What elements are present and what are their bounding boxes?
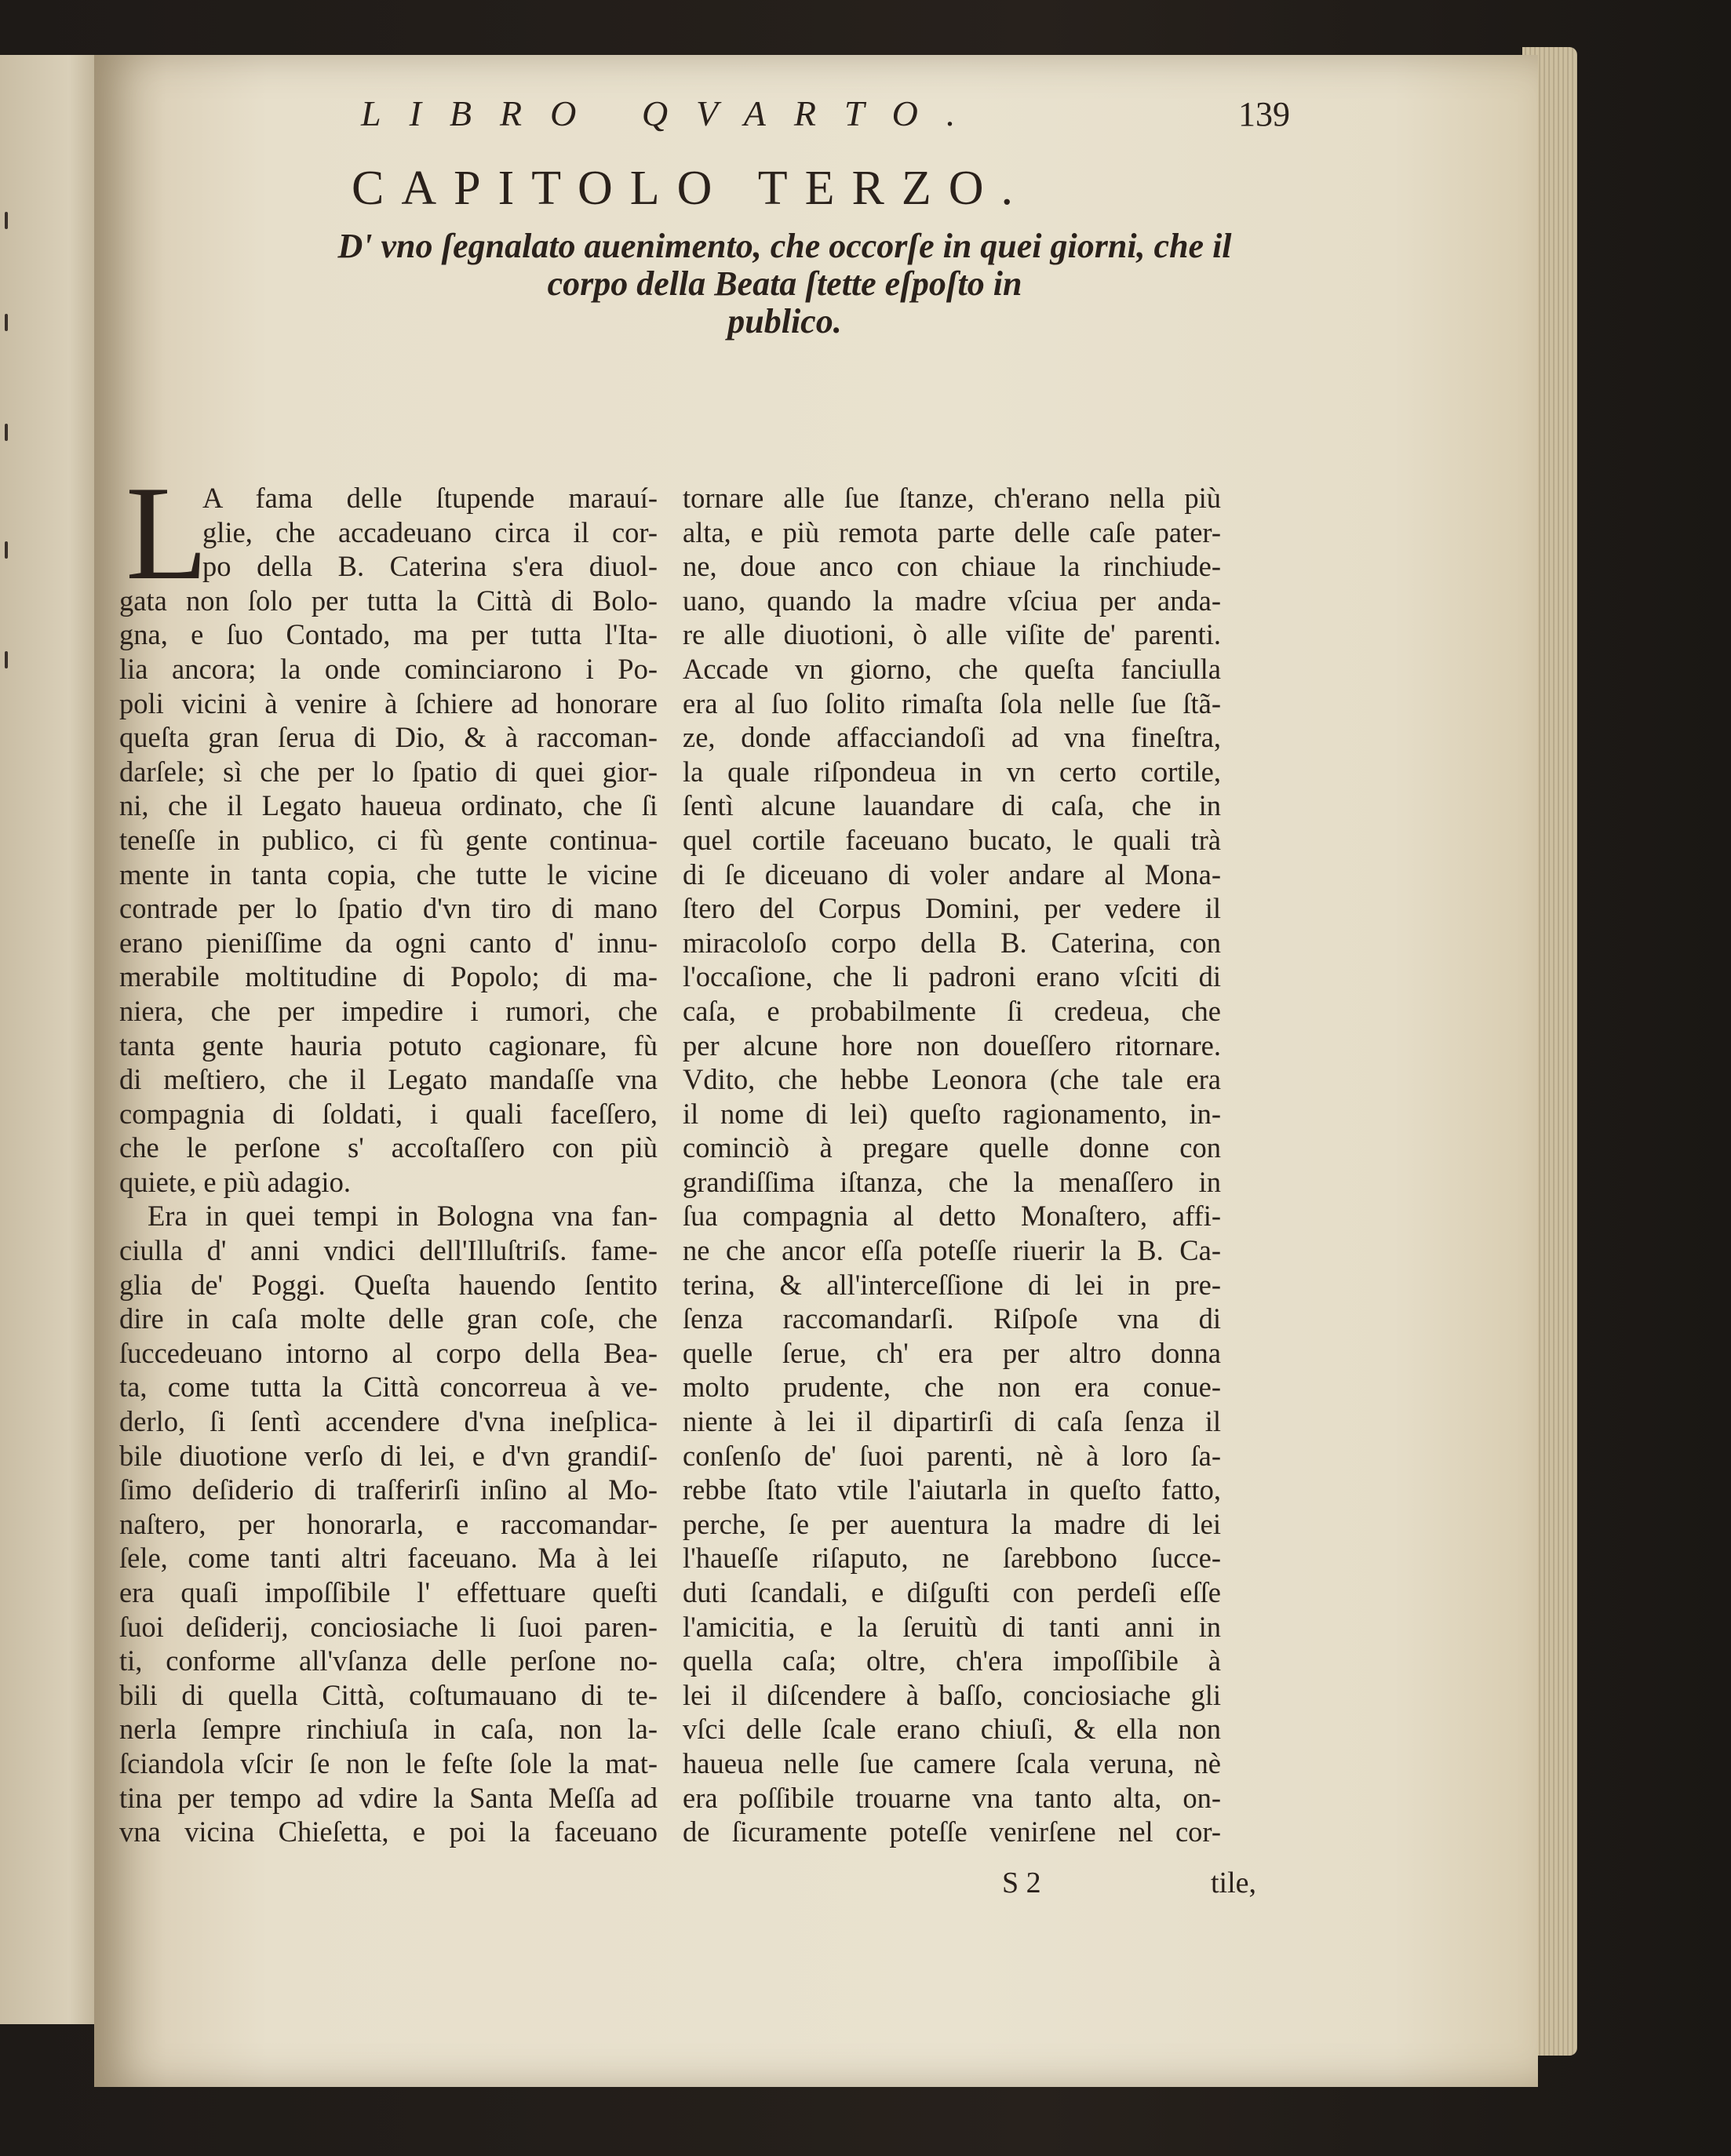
- text-line: lia ancora; la onde cominciarono i Po-: [119, 652, 658, 685]
- text-line: caſa, e probabilmente ſi credeua, che: [683, 994, 1221, 1027]
- text-line: poli vicini à venire à ſchiere ad honorare: [119, 686, 658, 719]
- text-line: cominciò à pregare quelle donne con: [683, 1131, 1221, 1164]
- text-line: vſci delle ſcale erano chiuſi, & ella non: [683, 1713, 1221, 1746]
- text-line: re alle diuotioni, ò alle viſite de' parenti.: [683, 618, 1221, 651]
- text-line: duti ſcandali, e diſguſti con perdeſi eſſe: [683, 1576, 1221, 1608]
- text-line: l'occaſione, che li padroni erano vſciti di: [683, 960, 1221, 993]
- text-line: erano pieniſſime da ogni canto d' innu-: [119, 926, 658, 959]
- text-line: di ſe diceuano di voler andare al Mona-: [683, 858, 1221, 890]
- text-line: po della B. Caterina s'era diuol-: [202, 550, 658, 583]
- right-text-column: [683, 481, 1221, 1849]
- text-line: quiete, e più adagio.: [119, 1165, 351, 1198]
- page-number: 139: [1238, 95, 1290, 133]
- text-line: ſua compagnia al detto Monaſtero, affi-: [683, 1200, 1221, 1233]
- subtitle-line: publico.: [727, 302, 842, 341]
- left-text-column: [119, 481, 658, 1849]
- text-line: Era in quei tempi in Bologna vna fan-: [148, 1200, 658, 1233]
- text-line: la quale riſpondeua in vn certo cortile,: [683, 755, 1221, 788]
- text-line: quelle ſerue, ch' era per altro donna: [683, 1336, 1221, 1369]
- text-line: il nome di lei) queſto ragionamento, in-: [683, 1097, 1221, 1130]
- text-line: dire in caſa molte delle gran coſe, che: [119, 1302, 658, 1335]
- text-line: ſciandola vſcir ſe non le feſte ſole la mat-: [119, 1746, 658, 1779]
- text-line: ſele, come tanti altri faceuano. Ma à lei: [119, 1542, 658, 1575]
- text-line: Accade vn giorno, che queſta fanciulla: [683, 652, 1221, 685]
- text-line: teneſſe in publico, ci fù gente continua-: [119, 823, 658, 856]
- catchword: tile,: [1211, 1866, 1257, 1899]
- text-line: vna vicina Chieſetta, e poi la faceuano: [119, 1815, 658, 1848]
- text-line: derlo, ſi ſentì accendere d'vna ineſplica-: [119, 1405, 658, 1438]
- text-line: alta, e più remota parte delle caſe pater-: [683, 515, 1221, 548]
- drop-cap: L: [126, 459, 209, 608]
- text-line: ſuoi deſiderij, conciosiache li ſuoi paren-: [119, 1610, 658, 1643]
- text-line: perche, ſe per auentura la madre di lei: [683, 1507, 1221, 1540]
- text-line: ſtero del Corpus Domini, per vedere il: [683, 892, 1221, 925]
- text-line: A fama delle ſtupende marauí-: [202, 482, 658, 514]
- text-line: darſele; sì che per lo ſpatio di quei gior-: [119, 755, 658, 788]
- text-line: rebbe ſtato vtile l'aiutarla in queſto fatto,: [683, 1473, 1221, 1506]
- text-line: ſimo deſiderio di traſferirſi inſino al Mo-: [119, 1473, 658, 1506]
- text-line: terina, & all'interceſſione di lei in pre-: [683, 1268, 1221, 1301]
- text-line: molto prudente, che non era conue-: [683, 1371, 1221, 1404]
- verso-ink-mark: [5, 314, 8, 331]
- text-line: niente à lei il dipartirſi di caſa ſenza il: [683, 1405, 1221, 1438]
- text-line: contrade per lo ſpatio d'vn tiro di mano: [119, 892, 658, 925]
- text-line: compagnia di ſoldati, i quali faceſſero,: [119, 1097, 658, 1130]
- verso-ink-mark: [5, 424, 8, 441]
- text-line: nerla ſempre rinchiuſa in caſa, non la-: [119, 1713, 658, 1746]
- text-line: bili di quella Città, coſtumauano di te-: [119, 1678, 658, 1711]
- subtitle-line: corpo della Beata ſtette eſpoſto in: [547, 264, 1022, 303]
- text-line: uano, quando la madre vſciua per anda-: [683, 584, 1221, 617]
- subtitle-line: D' vno ſegnalato auenimento, che occorſe in quei giorni, che il: [337, 227, 1232, 265]
- text-line: era quaſi impoſſibile l' effettuare queſti: [119, 1576, 658, 1608]
- text-line: tina per tempo ad vdire la Santa Meſſa ad: [119, 1781, 658, 1814]
- text-line: di meſtiero, che il Legato mandaſſe vna: [119, 1063, 658, 1096]
- text-line: ſenza raccomandarſi. Riſpoſe vna di: [683, 1302, 1221, 1335]
- text-line: ni, che il Legato haueua ordinato, che ſi: [119, 789, 658, 822]
- text-line: merabile moltitudine di Popolo; di ma-: [119, 960, 658, 993]
- text-line: miracoloſo corpo della B. Caterina, con: [683, 926, 1221, 959]
- text-line: quel cortile faceuano bucato, le quali trà: [683, 823, 1221, 856]
- text-line: tanta gente hauria potuto cagionare, fù: [119, 1029, 658, 1062]
- text-line: glia de' Poggi. Queſta hauendo ſentito: [119, 1268, 658, 1301]
- text-line: grandiſſima iſtanza, che la menaſſero in: [683, 1165, 1221, 1198]
- text-line: ne che ancor eſſa poteſſe riuerir la B. Ca-: [683, 1234, 1221, 1267]
- text-line: bile diuotione verſo di lei, e d'vn grandiſ-: [119, 1439, 658, 1472]
- text-line: ne, doue anco con chiaue la rinchiude-: [683, 550, 1221, 583]
- text-line: naſtero, per honorarla, e raccomandar-: [119, 1507, 658, 1540]
- printer-signature-mark: S 2: [1002, 1866, 1041, 1899]
- text-line: de ſicuramente poteſſe venirſene nel cor-: [683, 1815, 1221, 1848]
- text-line: l'amicitia, e la ſeruitù di tanti anni in: [683, 1610, 1221, 1643]
- text-line: l'haueſſe riſaputo, ne ſarebbono ſucce-: [683, 1542, 1221, 1575]
- text-line: queſta gran ſerua di Dio, & à raccoman-: [119, 721, 658, 754]
- text-line: ze, donde affacciandoſi ad vna fineſtra,: [683, 721, 1221, 754]
- text-line: era al ſuo ſolito rimaſta ſola nelle ſue ſtã-: [683, 686, 1221, 719]
- text-line: ciulla d' anni vndici dell'Illuſtriſs. fame-: [119, 1234, 658, 1267]
- text-line: ti, conforme all'vſanza delle perſone no-: [119, 1644, 658, 1677]
- text-line: era poſſibile trouarne vna tanto alta, on-: [683, 1781, 1221, 1814]
- verso-ink-mark: [5, 212, 8, 229]
- text-line: glie, che accadeuano circa il cor-: [202, 515, 658, 548]
- text-line: ſentì alcune lauandare di caſa, che in: [683, 789, 1221, 822]
- verso-ink-mark: [5, 541, 8, 559]
- chapter-subtitle: [165, 228, 1405, 341]
- text-line: conſenſo de' ſuoi parenti, nè à loro ſa-: [683, 1439, 1221, 1472]
- text-line: gata non ſolo per tutta la Città di Bolo-: [119, 584, 658, 617]
- text-line: ta, come tutta la Città concorreua à ve-: [119, 1371, 658, 1404]
- text-line: ſuccedeuano intorno al corpo della Bea-: [119, 1336, 658, 1369]
- text-line: tornare alle ſue ſtanze, ch'erano nella più: [683, 482, 1221, 514]
- verso-ink-mark: [5, 651, 8, 668]
- text-line: lei il diſcendere à baſſo, conciosiache gli: [683, 1678, 1221, 1711]
- text-line: per alcune hore non doueſſero ritornare.: [683, 1029, 1221, 1062]
- text-line: che le perſone s' accoſtaſſero con più: [119, 1131, 658, 1164]
- text-line: quella caſa; oltre, ch'era impoſſibile à: [683, 1644, 1221, 1677]
- text-line: mente in tanta copia, che tutte le vicine: [119, 858, 658, 890]
- chapter-title: CAPITOLO TERZO.: [352, 162, 1031, 215]
- running-head: LIBRO QVARTO.: [361, 93, 984, 133]
- text-line: haueua nelle ſue camere ſcala veruna, nè: [683, 1746, 1221, 1779]
- text-line: Vdito, che hebbe Leonora (che tale era: [683, 1063, 1221, 1096]
- text-line: niera, che per impedire i rumori, che: [119, 994, 658, 1027]
- text-line: gna, e ſuo Contado, ma per tutta l'Ita-: [119, 618, 658, 651]
